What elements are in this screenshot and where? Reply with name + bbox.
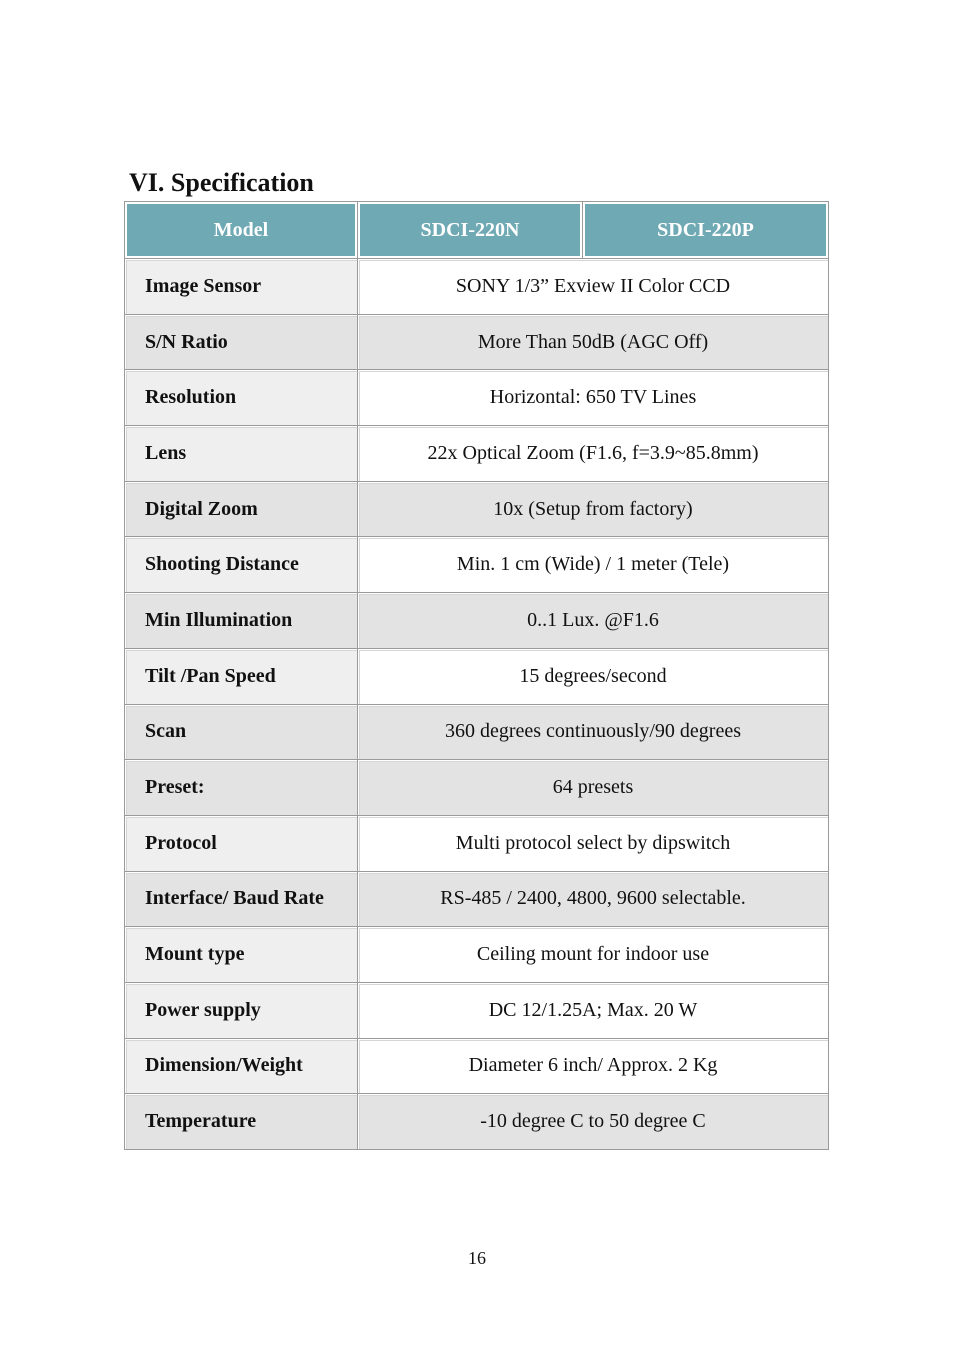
spec-label: Protocol: [125, 816, 358, 872]
spec-value: 10x (Setup from factory): [358, 482, 829, 538]
table-row: [125, 482, 829, 538]
table-row: [125, 760, 829, 816]
spec-value: 22x Optical Zoom (F1.6, f=3.9~85.8mm): [358, 426, 829, 482]
specification-table: [124, 201, 829, 1150]
spec-label: Shooting Distance: [125, 537, 358, 593]
spec-label: Interface/ Baud Rate: [125, 872, 358, 928]
table-row: [125, 1094, 829, 1150]
table-row: [125, 426, 829, 482]
spec-value: 0..1 Lux. @F1.6: [358, 593, 829, 649]
spec-value: RS-485 / 2400, 4800, 9600 selectable.: [358, 872, 829, 928]
table-row: [125, 983, 829, 1039]
page-number: 16: [468, 1248, 486, 1268]
table-row: [125, 537, 829, 593]
spec-value: -10 degree C to 50 degree C: [358, 1094, 829, 1150]
table-row: [125, 872, 829, 928]
spec-label: Digital Zoom: [125, 482, 358, 538]
spec-value: Horizontal: 650 TV Lines: [358, 370, 829, 426]
spec-label: Temperature: [125, 1094, 358, 1150]
spec-value: Min. 1 cm (Wide) / 1 meter (Tele): [358, 537, 829, 593]
spec-label: S/N Ratio: [125, 315, 358, 371]
spec-label: Tilt /Pan Speed: [125, 649, 358, 705]
spec-label: Power supply: [125, 983, 358, 1039]
spec-value: 15 degrees/second: [358, 649, 829, 705]
spec-value: Ceiling mount for indoor use: [358, 927, 829, 983]
table-row: [125, 927, 829, 983]
table-row: [125, 259, 829, 315]
spec-label: Resolution: [125, 370, 358, 426]
table-row: [125, 705, 829, 761]
spec-label: Lens: [125, 426, 358, 482]
table-row: [125, 649, 829, 705]
spec-label: Scan: [125, 705, 358, 761]
spec-label: Image Sensor: [125, 259, 358, 315]
table-row: [125, 370, 829, 426]
spec-value: DC 12/1.25A; Max. 20 W: [358, 983, 829, 1039]
spec-label: Min Illumination: [125, 593, 358, 649]
spec-value: Diameter 6 inch/ Approx. 2 Kg: [358, 1039, 829, 1095]
spec-label: Dimension/Weight: [125, 1039, 358, 1095]
spec-label: Mount type: [125, 927, 358, 983]
header-model-label: Model: [125, 202, 358, 259]
header-model-sdci-220n: SDCI-220N: [358, 202, 583, 259]
spec-value: Multi protocol select by dipswitch: [358, 816, 829, 872]
table-header-row: [125, 202, 829, 259]
table-row: [125, 593, 829, 649]
section-title: VI. Specification: [129, 168, 314, 197]
spec-value: SONY 1/3” Exview II Color CCD: [358, 259, 829, 315]
table-row: [125, 315, 829, 371]
spec-label: Preset:: [125, 760, 358, 816]
spec-value: More Than 50dB (AGC Off): [358, 315, 829, 371]
table-row: [125, 816, 829, 872]
spec-value: 360 degrees continuously/90 degrees: [358, 705, 829, 761]
table-row: [125, 1039, 829, 1095]
header-model-sdci-220p: SDCI-220P: [583, 202, 829, 259]
spec-value: 64 presets: [358, 760, 829, 816]
